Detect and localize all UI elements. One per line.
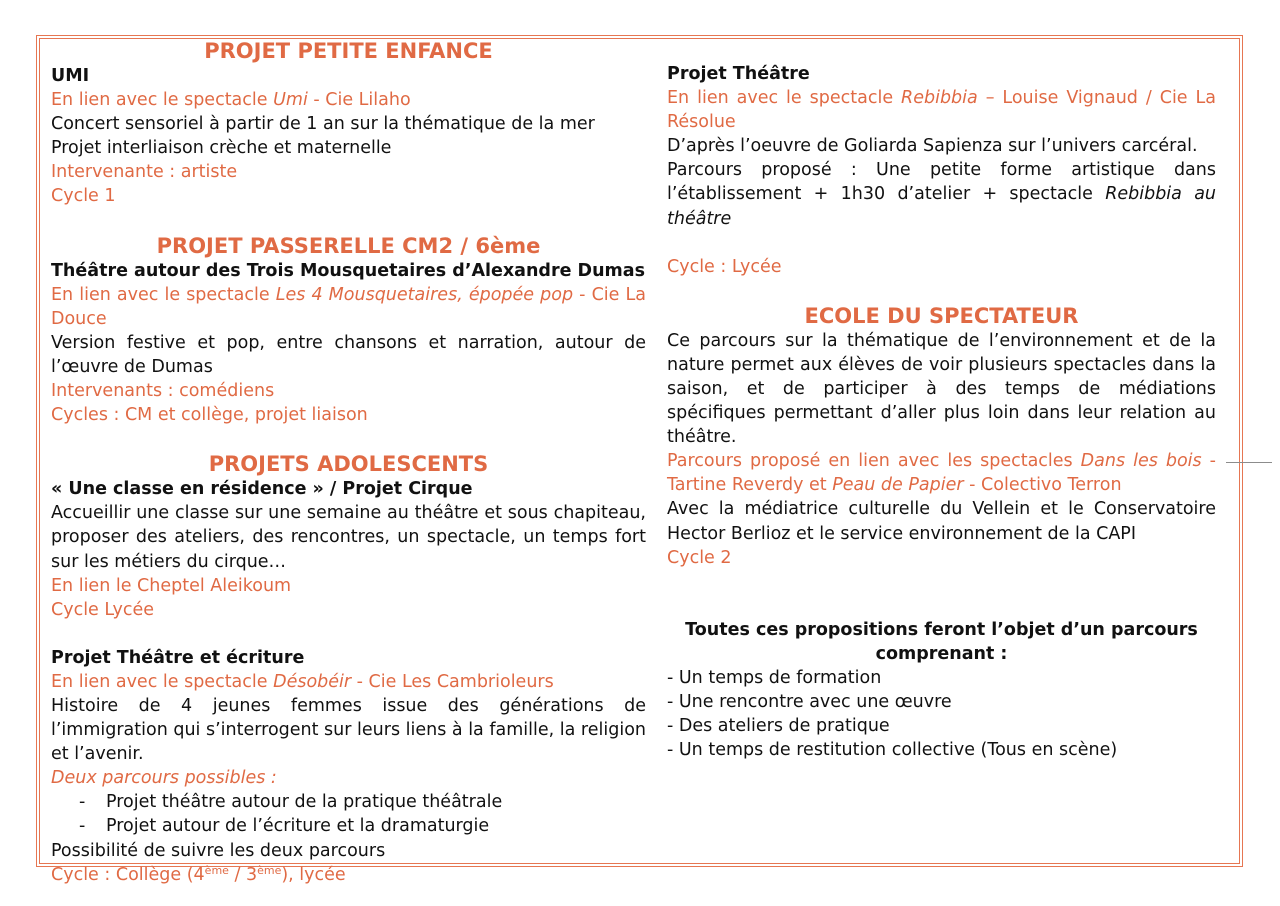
cycle-line: Cycle 1 [51,186,116,207]
right-column [667,62,1216,762]
summary-item: - Des ateliers de pratique [667,716,890,737]
project-description: Histoire de 4 jeunes femmes issue des générations de l’immigration qui s’interrogent sur leurs liens à la famille, la religion et l’avenir. [51,695,646,765]
show-link-line: En lien avec le spectacle Désobéir - Cie Les Cambrioleurs [51,671,554,692]
partners-line: Avec la médiatrice culturelle du Vellein et le Conservatoire Hector Berlioz et le service environnement de la CAPI [667,499,1216,544]
project-title: Projet Théâtre et écriture [51,647,305,668]
spacer [667,570,1216,618]
project-description: Ce parcours sur la thématique de l’environnement et de la nature permet aux élèves de voir plusieurs spectacles dans la saison, et de participer à des temps de médiations spécifiques permettant d’aller plus loin dans leur relation au théâtre. [667,330,1216,448]
show-title: Dans les bois [1080,451,1202,472]
project-title: « Une classe en résidence » / Projet Cirque [51,479,473,500]
left-column [51,38,646,887]
section-adolescents [51,451,646,622]
spacer [51,427,646,451]
project-description: Concert sensoriel à partir de 1 an sur la thématique de la mer [51,114,595,135]
project-description: Version festive et pop, entre chansons et narration, autour de l’œuvre de Dumas [51,332,646,377]
section-passerelle [51,233,646,428]
possibility-line: Possibilité de suivre les deux parcours [51,840,386,861]
cycle-line: Cycle : Collège (4ème / 3ème), lycée [51,863,346,885]
section-summary [667,618,1216,763]
section-heading: PROJETS ADOLESCENTS [208,452,489,477]
show-title: Rebibbia [901,88,978,109]
show-title: Peau de Papier [832,475,964,496]
show-link-line: En lien avec le spectacle Rebibbia – Louise Vignaud / Cie La Résolue [667,88,1216,133]
cycle-line: Cycles : CM et collège, projet liaison [51,405,368,426]
summary-item: - Un temps de formation [667,667,882,688]
intervenant-line: Intervenants : comédiens [51,381,275,402]
project-title: UMI [51,66,90,86]
project-description: Projet interliaison crèche et maternelle [51,138,392,159]
project-description: D’après l’oeuvre de Goliarda Sapienza sur l’univers carcéral. [667,136,1198,157]
section-heading: PROJET PETITE ENFANCE [204,39,493,63]
parcours-line: Parcours proposé : Une petite forme artistique dans l’établissement + 1h30 d’atelier + spectacle Rebibbia au théâtre [667,160,1217,229]
section-ecole-spectateur [667,303,1216,570]
section-projet-theatre [667,62,1216,279]
parcours-list [51,790,646,838]
list-item: - Projet théâtre autour de la pratique théâtrale [79,790,646,814]
spacer [667,231,1216,255]
list-item: - Projet autour de l’écriture et la dramaturgie [79,814,646,838]
parcours-label: Deux parcours possibles : [51,768,277,789]
show-link-line: En lien le Cheptel Aleikoum [51,575,292,596]
summary-item: - Un temps de restitution collective (Tous en scène) [667,740,1118,761]
project-title: Projet Théâtre [667,64,810,84]
section-heading: PROJET PASSERELLE CM2 / 6ème [156,233,541,258]
show-link-line: En lien avec le spectacle Umi - Cie Lilaho [51,90,411,111]
section-theatre-ecriture [51,646,646,887]
summary-heading: comprenant : [875,643,1008,664]
summary-item: - Une rencontre avec une œuvre [667,691,952,712]
section-heading: ECOLE DU SPECTATEUR [804,303,1079,328]
show-title: Umi [273,90,308,111]
show-title: Désobéir [273,671,352,692]
show-link-line: Parcours proposé en lien avec les spectacles Dans les bois - Tartine Reverdy et Peau de Papier - Colectivo Terron [667,451,1216,496]
show-link-line: En lien avec le spectacle Les 4 Mousquetaires, épopée pop - Cie La Douce [51,284,647,329]
summary-heading: Toutes ces propositions feront l’objet d’un parcours [685,619,1198,640]
margin-marker-line [1226,462,1272,463]
spacer [667,279,1216,303]
section-petite-enfance [51,38,646,209]
cycle-line: Cycle Lycée [51,599,155,620]
cycle-line: Cycle 2 [667,547,732,568]
intervenant-line: Intervenante : artiste [51,162,238,183]
cycle-line: Cycle : Lycée [667,256,782,277]
project-description: Accueillir une classe sur une semaine au théâtre et sous chapiteau, proposer des ateliers, des rencontres, un spectacle, un temps fort sur les métiers du cirque… [51,503,646,572]
spacer [51,622,646,646]
show-title: Les 4 Mousquetaires, épopée pop [275,284,574,305]
project-title: Théâtre autour des Trois Mousquetaires d’Alexandre Dumas [51,260,646,281]
show-title: Rebibbia au théâtre [667,184,1217,229]
spacer [51,209,646,233]
